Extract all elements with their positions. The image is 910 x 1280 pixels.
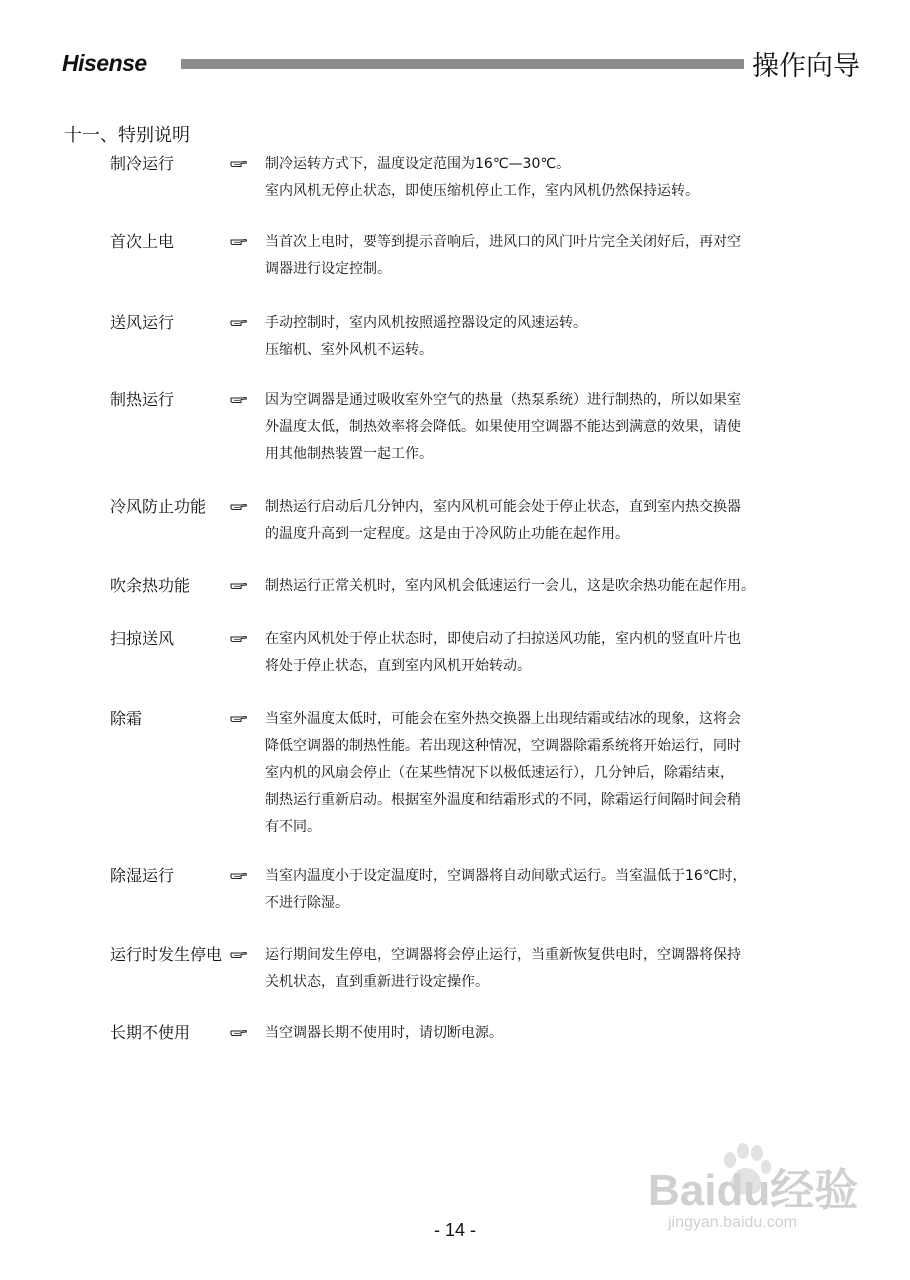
note-text-line: 室内机的风扇会停止（在某些情况下以极低速运行），几分钟后，除霜结束， [265, 765, 734, 781]
note-label: 制热运行 [110, 390, 175, 409]
note-text-line: 制冷运转方式下，温度设定范围为16℃—30℃。 [265, 156, 571, 172]
note-text-line: 当室外温度太低时，可能会在室外热交换器上出现结霜或结冰的现象，这将会 [265, 711, 741, 727]
note-text [265, 310, 825, 364]
pointing-hand-icon [230, 632, 248, 644]
note-text-line: 将处于停止状态，直到室内风机开始转动。 [265, 658, 531, 674]
note-label: 送风运行 [110, 313, 175, 332]
brand-logo: Hisense [62, 50, 147, 76]
note-text-line: 手动控制时，室内风机按照遥控器设定的风速运转。 [265, 315, 587, 331]
note-text-line: 不进行除湿。 [265, 895, 349, 911]
note-text [265, 1020, 825, 1047]
note-text-line: 压缩机、室外风机不运转。 [265, 342, 433, 358]
note-text-line: 制热运行重新启动。根据室外温度和结霜形式的不同，除霜运行间隔时间会稍 [265, 792, 741, 808]
pointing-hand-icon [230, 579, 248, 591]
note-text-line: 当室内温度小于设定温度时，空调器将自动间歇式运行。当室温低于16℃时， [265, 868, 747, 884]
note-text [265, 387, 825, 468]
header-title: 操作向导 [752, 51, 860, 82]
note-text-line: 降低空调器的制热性能。若出现这种情况，空调器除霜系统将开始运行，同时 [265, 738, 741, 754]
note-text [265, 573, 825, 600]
pointing-hand-icon [230, 1026, 248, 1038]
pointing-hand-icon [230, 235, 248, 247]
pointing-hand-icon [230, 500, 248, 512]
watermark-text: Baidu经验 [648, 1166, 859, 1215]
note-text-line: 在室内风机处于停止状态时，即使启动了扫掠送风功能，室内机的竖直叶片也 [265, 631, 741, 647]
note-text-line: 当首次上电时，要等到提示音响后，进风口的风门叶片完全关闭好后，再对空 [265, 234, 741, 250]
note-text-line: 因为空调器是通过吸收室外空气的热量（热泵系统）进行制热的，所以如果室 [265, 392, 741, 408]
note-text [265, 151, 825, 205]
pointing-hand-icon [230, 393, 248, 405]
watermark-url: jingyan.baidu.com [668, 1214, 797, 1231]
pointing-hand-icon [230, 316, 248, 328]
note-label: 吹余热功能 [110, 576, 191, 595]
note-label: 除霜 [110, 709, 143, 728]
note-text-line: 运行期间发生停电，空调器将会停止运行，当重新恢复供电时，空调器将保持 [265, 947, 741, 963]
note-text [265, 229, 825, 283]
note-text-line: 当空调器长期不使用时，请切断电源。 [265, 1025, 503, 1041]
note-text-line: 的温度升高到一定程度。这是由于冷风防止功能在起作用。 [265, 526, 629, 542]
note-text [265, 942, 825, 996]
note-label: 长期不使用 [110, 1023, 191, 1042]
page-number: - 14 - [433, 1220, 476, 1240]
note-label: 除湿运行 [110, 866, 175, 885]
note-text-line: 外温度太低，制热效率将会降低。如果使用空调器不能达到满意的效果，请使 [265, 419, 741, 435]
note-text-line: 制热运行启动后几分钟内，室内风机可能会处于停止状态，直到室内热交换器 [265, 499, 741, 515]
note-text-line: 制热运行正常关机时，室内风机会低速运行一会儿，这是吹余热功能在起作用。 [265, 578, 755, 594]
note-text-line: 有不同。 [265, 819, 321, 835]
note-text [265, 626, 825, 680]
note-label: 首次上电 [110, 232, 175, 251]
note-text [265, 863, 825, 917]
section-title: 十一、特别说明 [64, 125, 190, 146]
note-text [265, 706, 825, 841]
pointing-hand-icon [230, 157, 248, 169]
note-text [265, 494, 825, 548]
pointing-hand-icon [230, 948, 248, 960]
note-label: 扫掠送风 [110, 629, 175, 648]
note-text-line: 关机状态，直到重新进行设定操作。 [265, 974, 489, 990]
header-divider-bar [181, 59, 744, 69]
pointing-hand-icon [230, 869, 248, 881]
note-label: 制冷运行 [110, 154, 175, 173]
pointing-hand-icon [230, 712, 248, 724]
note-text-line: 室内风机无停止状态，即使压缩机停止工作，室内风机仍然保持运转。 [265, 183, 699, 199]
note-text-line: 调器进行设定控制。 [265, 261, 391, 277]
note-label: 冷风防止功能 [110, 497, 207, 516]
note-text-line: 用其他制热装置一起工作。 [265, 446, 433, 462]
note-label: 运行时发生停电 [110, 945, 223, 964]
